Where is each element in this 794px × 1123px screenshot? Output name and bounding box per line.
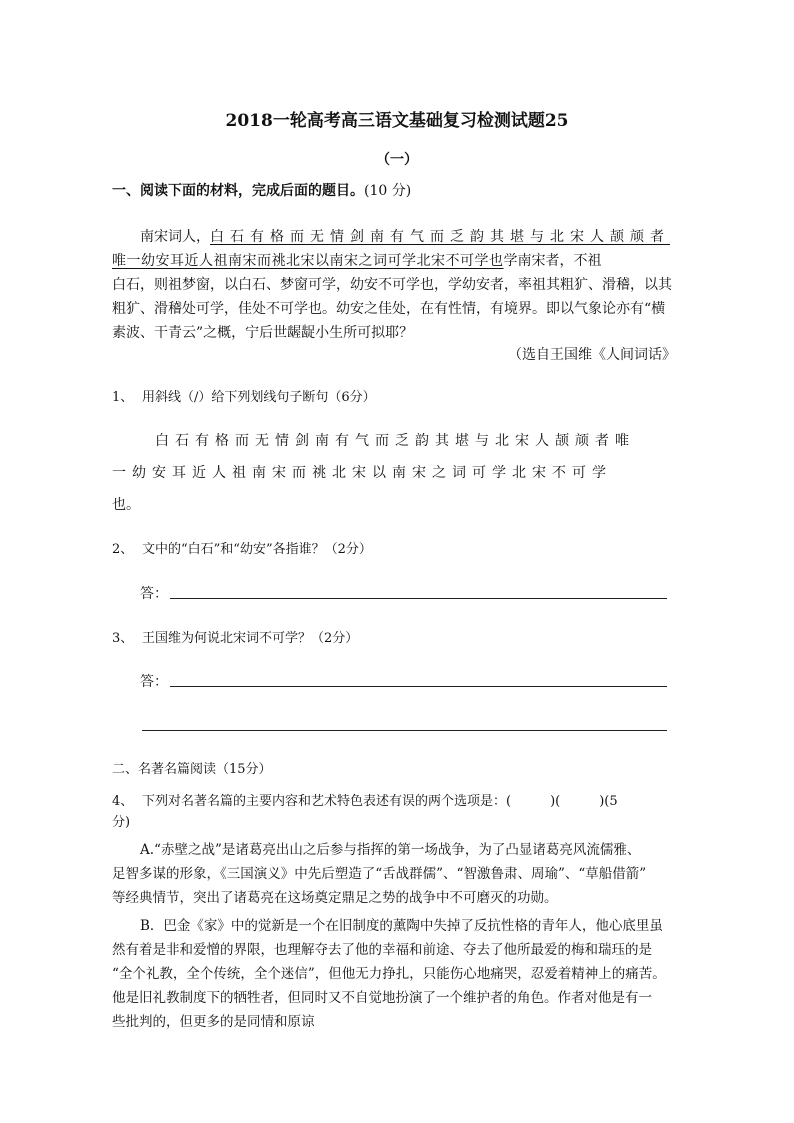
- option-b-line-2: 然有着是非和爱憎的界限，也理解夺去了他的幸福和前途、夺去了他所最爱的梅和瑞珏的是: [112, 942, 652, 958]
- q3-answer-line-1[interactable]: [170, 686, 667, 687]
- question-3: [112, 627, 358, 646]
- question-1-number: 1、: [112, 390, 134, 405]
- q2-answer-line[interactable]: [170, 598, 667, 599]
- page-title: 2018一轮高考高三语文基础复习检测试题25: [225, 111, 569, 131]
- q3-answer-line-2[interactable]: [142, 730, 667, 731]
- underlined-sentence-part2: 唯一幼安耳近人祖南宋而祧北宋以南宋之词可学北宋不可学也: [112, 253, 504, 269]
- part-subtitle: （一）: [376, 152, 418, 168]
- q1-sentence-line-2: 一幼安耳近人祖南宋而祧北宋以南宋之词可学北宋不可学: [112, 465, 612, 481]
- underlined-sentence-part1: 白石有格而无情剑南有气而乏韵其堪与北宋人颉颃者: [210, 229, 670, 245]
- q1-sentence-line-3: 也。: [112, 497, 140, 513]
- question-4-number: 4、: [112, 794, 134, 809]
- question-4-text-cont: 分): [112, 815, 131, 830]
- option-a-line-2: 足智多谋的形象，《三国演义》中先后塑造了“舌战群儒”、“智激鲁肃、周瑜”、“草船借箭”: [112, 866, 647, 882]
- reading-passage: [112, 225, 682, 345]
- question-3-number: 3、: [112, 631, 134, 646]
- q2-answer-label: 答：: [140, 586, 168, 602]
- option-a-line-3: 等经典情节，突出了诸葛亮在这场奠定鼎足之势的战争中不可磨灭的功勋。: [112, 890, 558, 906]
- passage-line-3: 白石，则祖梦窗，以白石、梦窗可学，幼安不可学也，学幼安者，率祖其粗犷、滑稽，以其: [112, 277, 672, 293]
- passage-line-5: 素波、干青云”之概，宁后世龌龊小生所可拟耶？: [112, 325, 414, 341]
- q1-sentence-line-1: 白石有格而无情剑南有气而乏韵其堪与北宋人颉颃者唯: [155, 433, 635, 449]
- option-b-line-4: 他是旧礼教制度下的牺牲者，但同时又不自觉地扮演了一个维护者的角色。作者对他是有一: [112, 990, 652, 1006]
- passage-line-4: 粗犷、滑稽处可学，佳处不可学也。幼安之佳处，在有性情，有境界。即以气象论亦有“横: [112, 301, 666, 317]
- passage-source: （选自王国维《人间词话》: [508, 347, 676, 363]
- option-a: [112, 838, 682, 910]
- question-4-text: 下列对名著名篇的主要内容和艺术特色表述有误的两个选项是：( )( )(5: [142, 794, 618, 809]
- passage-intro: 南宋词人，: [140, 229, 210, 245]
- question-2: [112, 538, 372, 557]
- question-2-number: 2、: [112, 542, 134, 557]
- passage-line-2: [112, 249, 682, 273]
- passage-line-2-rest: 学南宋者，不祖: [503, 253, 602, 269]
- option-b-line-5: 些批判的，但更多的是同情和原谅: [112, 1014, 315, 1030]
- section1-heading-text: 一、阅读下面的材料，完成后面的题目。: [112, 183, 364, 199]
- question-4: [112, 790, 618, 809]
- question-1-text: 用斜线（/）给下列划线句子断句（6分）: [142, 390, 376, 405]
- passage-line-1: [112, 225, 682, 249]
- option-b: [112, 914, 682, 1034]
- question-3-text: 王国维为何说北宋词不可学？（2分）: [142, 631, 359, 646]
- question-1: [112, 386, 376, 405]
- section1-points: (10 分): [364, 183, 412, 199]
- option-a-line-1: A.“赤壁之战”是诸葛亮出山之后参与指挥的第一场战争，为了凸显诸葛亮风流儒雅、: [140, 842, 641, 858]
- question-2-text: 文中的“白石”和“幼安”各指谁？（2分）: [142, 542, 372, 557]
- option-b-line-1: B．巴金《家》中的觉新是一个在旧制度的薰陶中失掉了反抗性格的青年人，他心底里虽: [140, 918, 663, 934]
- section1-heading: [112, 180, 411, 200]
- option-b-line-3: “全个礼教，全个传统，全个迷信”，但他无力挣扎，只能伤心地痛哭，忍爱着精神上的痛苦。: [112, 966, 666, 982]
- section2-heading: 二、名著名篇阅读（15分）: [112, 762, 272, 777]
- q3-answer-label: 答：: [140, 674, 168, 690]
